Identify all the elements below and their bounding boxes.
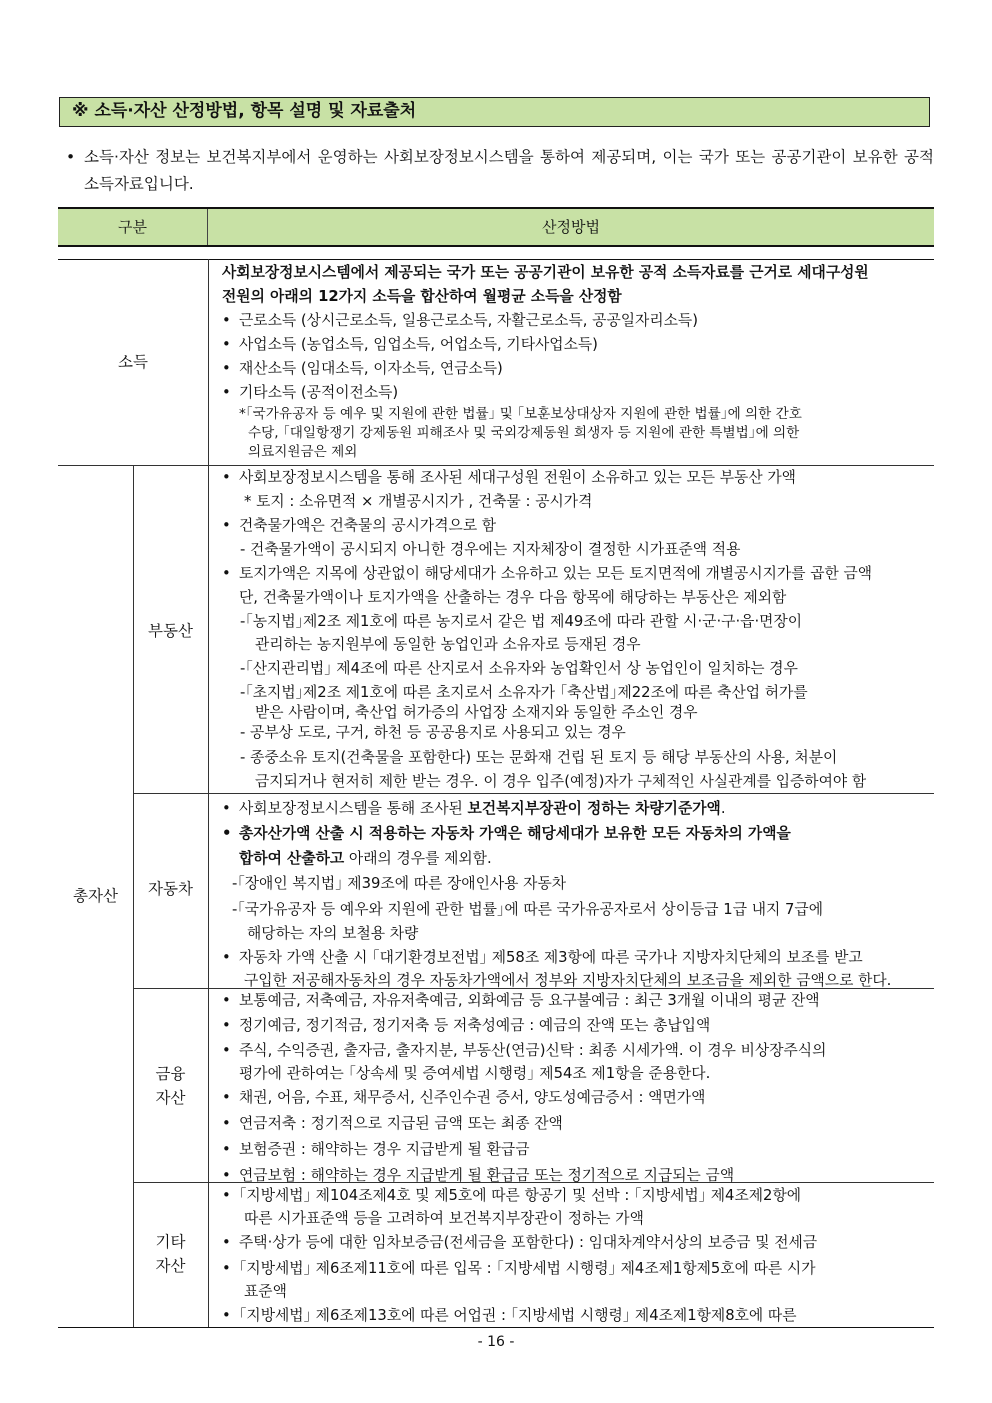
header-method: 산정방법 xyxy=(542,218,600,236)
list-item: • 연금보험 : 해약하는 경우 지급받게 될 환급금 또는 정기적으로 지급되는 금액 xyxy=(222,1167,735,1184)
list-item: • 보통예금, 저축예금, 자유저축예금, 외화예금 등 요구불예금 : 최근 3개월 이내의 평균 잔액 xyxy=(222,992,820,1009)
sub-item: - 종중소유 토지(건축물을 포함한다) 또는 문화재 건립 된 토지 등 해당 부동산의 사용, 처분이 xyxy=(240,749,838,766)
income-note: 의료지원금은 제외 xyxy=(248,444,358,460)
list-item-continued: 평가에 관하여는 ｢상속세 및 증여세법 시행령｣ 제54조 제1항을 준용한다. xyxy=(239,1065,711,1082)
other-assets-method xyxy=(222,1184,925,1330)
sub-item: -｢장애인 복지법｣ 제39조에 따른 장애인사용 자동차 xyxy=(232,875,567,892)
list-item-continued: 따른 시가표준액 등을 고려하여 보건복지부장관이 정하는 가액 xyxy=(244,1210,644,1227)
list-item: • 재산소득 (임대소득, 이자소득, 연금소득) xyxy=(222,360,503,377)
list-item: • 자동차 가액 산출 시 ｢대기환경보전법｣ 제58조 제3항에 따른 국가나 지방자치단체의 보조를 받고 xyxy=(222,949,863,966)
list-item: • ｢지방세법｣ 제6조제13호에 따른 어업권 : ｢지방세법 시행령｣ 제4조제1항제8호에 따른 xyxy=(222,1307,797,1324)
income-note: 수당, ｢대일항쟁기 강제동원 피해조사 및 국외강제동원 희생자 등 지원에 관한 특별법｣에 의한 xyxy=(248,425,800,441)
list-item: • 주식, 수익증권, 출자금, 출자지분, 부동산(연금)신탁 : 최종 시세가액. 이 경우 비상장주식의 xyxy=(222,1042,827,1059)
financial-method xyxy=(222,989,925,1189)
sub-item-continued: 받은 사람이며, 축산업 허가증의 사업장 소재지와 동일한 주소인 경우 xyxy=(255,704,698,721)
page-number: - 16 - xyxy=(477,1334,515,1350)
sub-item: -｢초지법｣제2조 제1호에 따른 초지로서 소유자가 ｢축산법｣제22조에 따른 축산업 허가를 xyxy=(240,684,808,701)
intro-text: 소득·자산 정보는 보건복지부에서 운영하는 사회보장정보시스템을 통하여 제공되며, 이는 국가 또는 공공기관이 보유한 공적 소득자료입니다. xyxy=(84,148,934,193)
sub-item: - 공부상 도로, 구거, 하천 등 공공용지로 사용되고 있는 경우 xyxy=(240,724,626,741)
list-item-continued: 표준액 xyxy=(244,1283,287,1300)
bullet: • xyxy=(66,148,76,166)
section-title: ※ 소득·자산 산정방법, 항목 설명 및 자료출처 xyxy=(59,97,930,127)
intro-paragraph xyxy=(66,144,934,198)
list-item: • 보험증권 : 해약하는 경우 지급받게 될 환급금 xyxy=(222,1141,530,1158)
list-item: • ｢지방세법｣ 제104조제4호 및 제5호에 따른 항공기 및 선박 : ｢지방세법｣ 제4조제2항에 xyxy=(222,1187,802,1204)
list-item: • 사회보장정보시스템을 통해 조사된 세대구성원 전원이 소유하고 있는 모든 부동산 가액 xyxy=(222,469,796,486)
financial-label-line1: 금융 xyxy=(155,1065,186,1083)
financial-assets-label xyxy=(133,1062,208,1110)
list-item: • 근로소득 (상시근로소득, 일용근로소득, 자활근로소득, 공공일자리소득) xyxy=(222,312,698,329)
financial-label-line2: 자산 xyxy=(155,1089,186,1107)
list-item: • 총자산가액 산출 시 적용하는 자동차 가액은 해당세대가 보유한 모든 자동차의 가액을 xyxy=(222,825,791,842)
table-header xyxy=(58,207,934,247)
list-item-continued: 단, 건축물가액이나 토지가액을 산출하는 경우 다음 항목에 해당하는 부동산은 제외함 xyxy=(239,589,787,606)
sub-item: - 건축물가액이 공시되지 아니한 경우에는 지자체장이 결정한 시가표준액 적용 xyxy=(240,541,741,558)
table-line xyxy=(208,259,209,1327)
list-item: • 정기예금, 정기적금, 정기저축 등 저축성예금 : 예금의 잔액 또는 총납입액 xyxy=(222,1017,711,1034)
vehicle-label: 자동차 xyxy=(148,880,193,898)
income-note: *｢국가유공자 등 예우 및 지원에 관한 법률｣ 및 ｢보훈보상대상자 지원에 관한 법률｣에 의한 간호 xyxy=(239,406,802,422)
income-method xyxy=(222,261,925,462)
other-label-line2: 자산 xyxy=(155,1257,186,1275)
list-item: • 사회보장정보시스템을 통해 조사된 보건복지부장관이 정하는 차량기준가액. xyxy=(222,800,726,817)
list-item: • 토지가액은 지목에 상관없이 해당세대가 소유하고 있는 모든 토지면적에 개별공시지가를 곱한 금액 xyxy=(222,565,873,582)
table-line xyxy=(133,793,934,794)
list-item: • 연금저축 : 정기적으로 지급된 금액 또는 최종 잔액 xyxy=(222,1115,563,1132)
table-line xyxy=(58,259,934,260)
sub-item-continued: 금지되거나 현저히 제한 받는 경우. 이 경우 입주(예정)자가 구체적인 사실관계를 입증하여야 함 xyxy=(255,773,867,790)
list-item-continued: 구입한 저공해자동차의 경우 자동차가액에서 정부와 지방자치단체의 보조금을 제외한 금액으로 한다. xyxy=(244,972,892,989)
income-lead-line: 전원의 아래의 12가지 소득을 합산하여 월평균 소득을 산정함 xyxy=(222,288,622,305)
other-assets-label xyxy=(133,1230,208,1278)
list-item: • 채권, 어음, 수표, 채무증서, 신주인수권 증서, 양도성예금증서 : 액면가액 xyxy=(222,1089,706,1106)
real-estate-method xyxy=(222,466,925,793)
income-lead-line: 사회보장정보시스템에서 제공되는 국가 또는 공공기관이 보유한 공적 소득자료를 근거로 세대구성원 xyxy=(222,264,869,281)
sub-item-continued: 해당하는 자의 보철용 차량 xyxy=(247,925,419,942)
header-category: 구분 xyxy=(58,209,208,245)
real-estate-label: 부동산 xyxy=(148,622,193,640)
list-item: • 기타소득 (공적이전소득) xyxy=(222,384,399,401)
list-item: • 사업소득 (농업소득, 임업소득, 어업소득, 기타사업소득) xyxy=(222,336,598,353)
list-item: • ｢지방세법｣ 제6조제11호에 따른 입목 : ｢지방세법 시행령｣ 제4조제1항제5호에 따른 시가 xyxy=(222,1260,816,1277)
list-item: • 건축물가액은 건축물의 공시가격으로 함 xyxy=(222,517,497,534)
list-item-continued: 합하여 산출하고 아래의 경우를 제외함. xyxy=(239,850,492,867)
list-item: • 주택·상가 등에 대한 임차보증금(전세금을 포함한다) : 임대차계약서상의 보증금 및 전세금 xyxy=(222,1234,818,1251)
other-label-line1: 기타 xyxy=(155,1233,186,1251)
sub-item: -｢산지관리법｣ 제4조에 따른 산지로서 소유자와 농업확인서 상 농업인이 일치하는 경우 xyxy=(240,660,798,677)
sub-item-continued: 관리하는 농지원부에 동일한 농업인과 소유자로 등재된 경우 xyxy=(255,636,641,653)
sub-item: -｢농지법｣제2조 제1호에 따른 농지로서 같은 법 제49조에 따라 관할 시·군·구·읍·면장이 xyxy=(240,613,803,630)
total-assets-label: 총자산 xyxy=(73,887,118,905)
sub-item: -｢국가유공자 등 예우와 지원에 관한 법률｣에 따른 국가유공자로서 상이등급 1급 내지 7급에 xyxy=(232,901,823,918)
income-label: 소득 xyxy=(118,353,148,371)
vehicle-method xyxy=(222,797,925,991)
note-line: * 토지 : 소유면적 × 개별공시지가 , 건축물 : 공시가격 xyxy=(244,493,593,510)
